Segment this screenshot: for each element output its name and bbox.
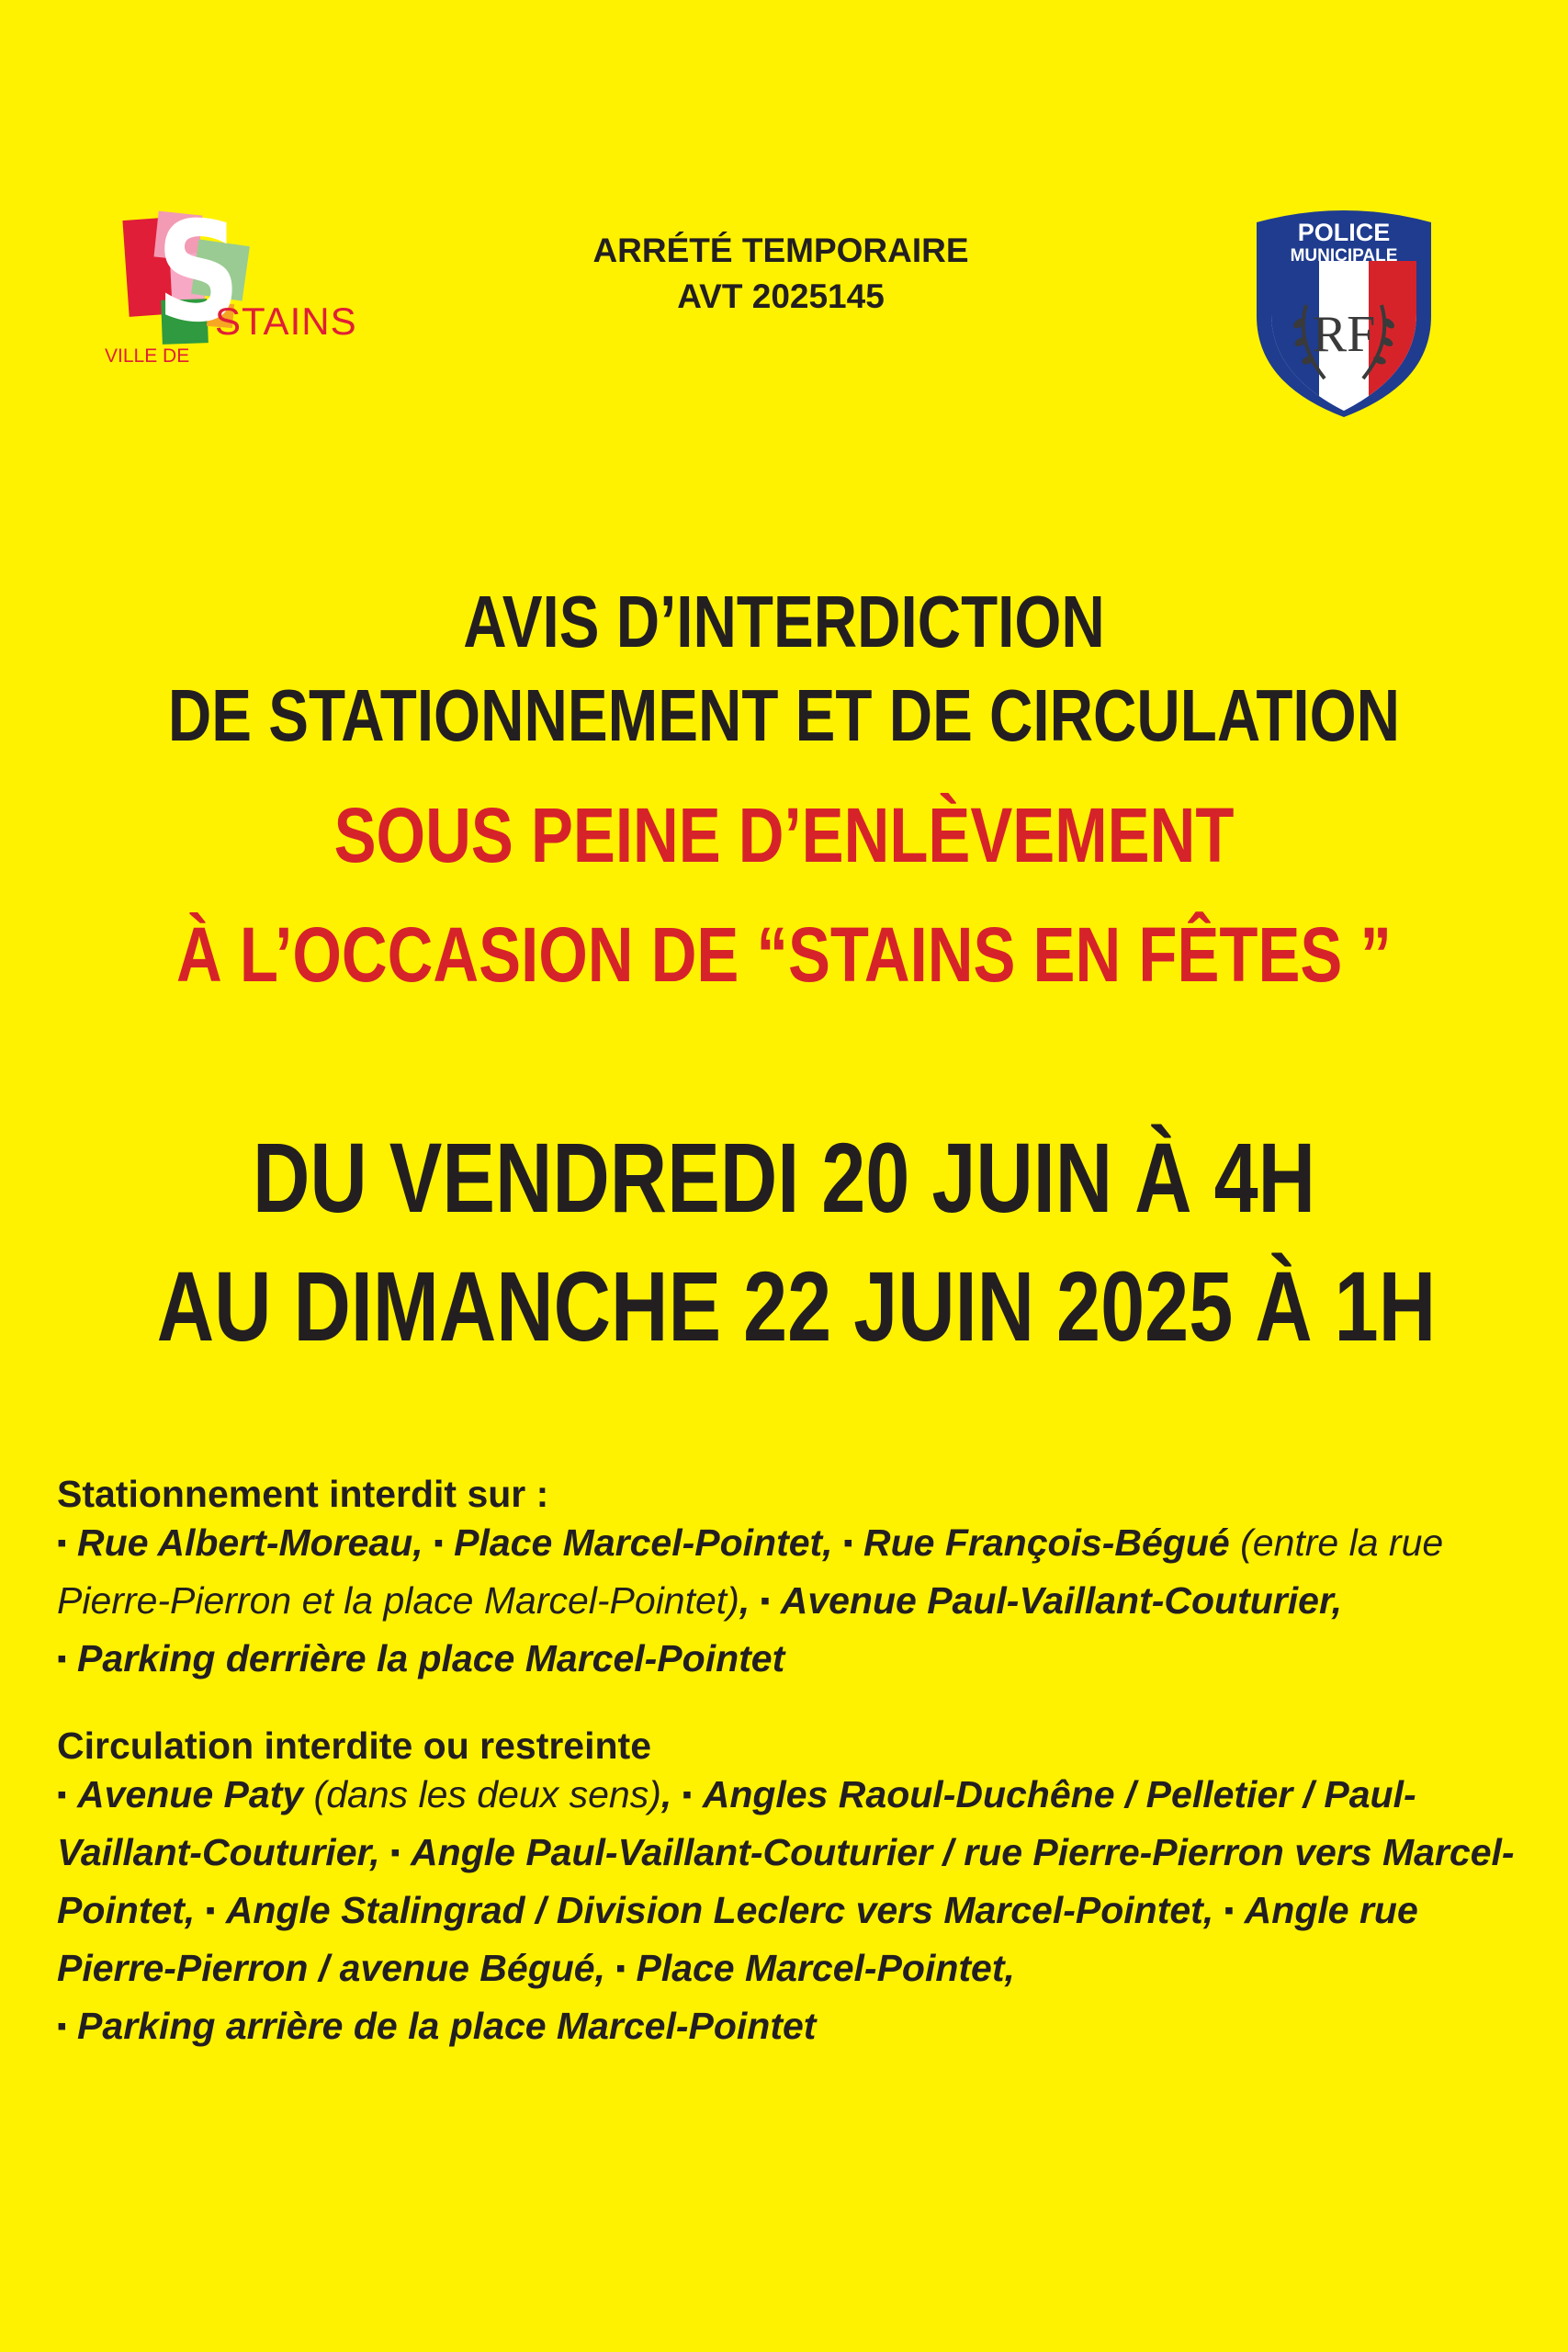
traffic-list (57, 1768, 1527, 2057)
warning-line-1: SOUS PEINE D’ENLÈVEMENT (333, 792, 1235, 878)
list-item: ▪ Place Marcel-Pointet, (615, 1947, 1015, 1989)
parking-heading: Stationnement interdit sur : (57, 1473, 549, 1515)
list-item: ▪ Place Marcel-Pointet, (434, 1521, 833, 1564)
title-line-1: AVIS D’INTERDICTION (463, 581, 1105, 662)
arrete-title: ARRÉTÉ TEMPORAIRE (592, 232, 969, 269)
logo-name: STAINS (215, 300, 357, 343)
list-item: ▪ Rue Albert-Moreau, (57, 1521, 423, 1564)
police-municipale-badge (1251, 204, 1437, 417)
date-end: AU DIMANCHE 22 JUIN 2025 À 1H (156, 1250, 1437, 1362)
list-item: ▪ Parking derrière la place Marcel-Pointet (57, 1637, 785, 1679)
arrete-number: AVT 2025145 (677, 277, 885, 315)
list-item: ▪ Angles Raoul-Duchêne / Pelletier / Paul-Vaillant-Couturier, (57, 1773, 1416, 1873)
logo-letter: S (156, 193, 241, 353)
logo-prefix: VILLE DE (105, 345, 190, 367)
parking-list (57, 1516, 1527, 1690)
list-item: ▪ Parking arrière de la place Marcel-Pointet (57, 2005, 817, 2047)
list-item: ▪ Avenue Paty (dans les deux sens), (57, 1773, 672, 1815)
badge-monogram: RF (1312, 306, 1376, 363)
list-item: ▪ Angle Paul-Vaillant-Couturier / rue Pierre-Pierron vers Marcel-Pointet, (57, 1831, 1515, 1931)
badge-line2: MUNICIPALE (1290, 246, 1398, 266)
warning-line-2: À L’OCCASION DE “STAINS EN FÊTES ” (176, 911, 1392, 998)
badge-line1: POLICE (1297, 219, 1391, 246)
police-shield-icon (1251, 204, 1437, 417)
list-item: ▪ Angle Stalingrad / Division Leclerc vers Marcel-Pointet, (205, 1889, 1214, 1931)
date-start: DU VENDREDI 20 JUIN À 4H (252, 1122, 1316, 1233)
arrete-reference (514, 228, 1047, 320)
title-line-2: DE STATIONNEMENT ET DE CIRCULATION (167, 674, 1401, 756)
list-item: ▪ Angle rue Pierre-Pierron / avenue Bégué, (57, 1889, 1418, 1989)
ville-de-stains-logo (103, 193, 357, 375)
traffic-heading: Circulation interdite ou restreinte (57, 1724, 651, 1767)
list-item: ▪ Rue François-Bégué (entre la rue Pierre-Pierron et la place Marcel-Pointet), (57, 1521, 1444, 1622)
list-item: ▪ Avenue Paul-Vaillant-Couturier, (760, 1579, 1343, 1622)
